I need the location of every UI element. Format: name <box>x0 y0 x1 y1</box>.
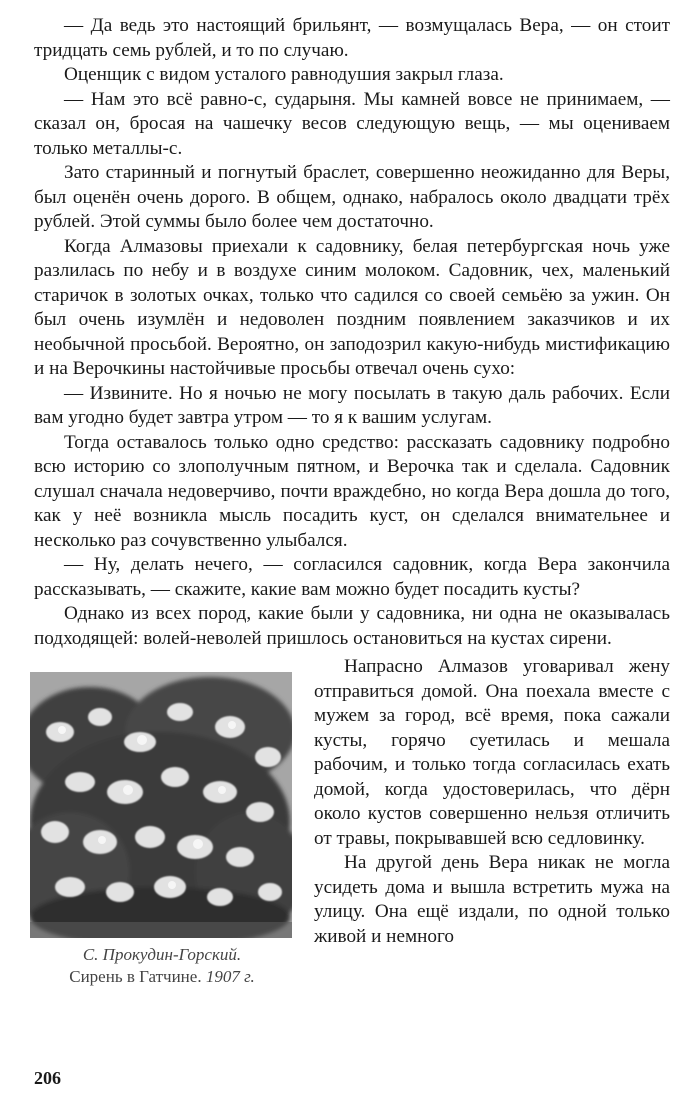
page-number: 206 <box>34 1068 61 1088</box>
lilac-photo <box>30 672 292 938</box>
paragraph-1: — Да ведь это настоящий брильянт, — возмущалась Вера, — он стоит тридцать семь рублей, и то по случаю. <box>34 15 670 61</box>
caption-title: Сирень в Гатчине. <box>69 967 202 986</box>
figure-caption <box>30 944 294 988</box>
paragraph-2: Оценщик с видом усталого равнодушия закрыл глаза. <box>64 64 504 85</box>
paragraph-4: Зато старинный и погнутый браслет, совершенно неожиданно для Веры, был оценён очень дорого. В общем, однако, набралось около двадцати трёх рублей. Этой суммы было более чем достаточно. <box>34 162 670 232</box>
figure-area <box>34 655 670 1002</box>
caption-author: С. Прокудин-Горский. <box>82 945 242 964</box>
figure <box>30 672 294 988</box>
paragraph-6: — Извините. Но я ночью не могу посылать в такую даль рабочих. Если вам угодно будет завтра утром — то я к вашим услугам. <box>34 382 670 428</box>
side-column <box>314 655 670 949</box>
paragraph-9: Однако из всех пород, какие были у садовника, ни одна не оказывалась подходящей: волей-неволей пришлось остановиться на кустах сирени. <box>34 603 670 649</box>
paragraph-3: — Нам это всё равно-с, сударыня. Мы камней вовсе не принимаем, — сказал он, бросая на чашечку весов следующую вещь, — мы оцениваем только металлы-с. <box>34 88 670 159</box>
paragraph-7: Тогда оставалось только одно средство: рассказать садовнику подробно всю историю со злополучным пятном, и Верочка так и сделала. Садовник слушал сначала недоверчиво, почти враждебно, но когда Вера дошла до того, как у неё возникла мысль посадить куст, он сделался внимательнее и несколько раз сочувственно улыбался. <box>34 431 670 551</box>
page-body <box>34 14 670 1002</box>
caption-year: 1907 г. <box>205 967 255 986</box>
side-paragraph-2: На другой день Вера никак не могла усидеть дома и вышла встретить мужа на улицу. Она ещё издали, по одной только живой и немного <box>314 852 670 947</box>
paragraph-5: Когда Алмазовы приехали к садовнику, белая петербургская ночь уже разлилась по небу и в воздухе синим молоком. Садовник, чех, маленький старичок в золотых очках, только что садился со своей семьёю за ужин. Он был очень изумлён и недоволен поздним появлением заказчиков и их необычной просьбой. Вероятно, он заподозрил какую-нибудь мистификацию и на Верочкины настойчивые просьбы отвечал очень сухо: <box>34 235 670 379</box>
paragraph-8: — Ну, делать нечего, — согласился садовник, когда Вера закончила рассказывать, — скажите, какие вам можно будет посадить кусты? <box>34 554 670 600</box>
side-paragraph-1: Напрасно Алмазов уговаривал жену отправиться домой. Она поехала вместе с мужем за город, всё время, пока сажали кусты, горячо суетилась и мешала рабочим, и только тогда согласилась ехать домой, когда удостоверилась, что дёрн около кустов совершенно нельзя отличить от травы, покрывавшей всю седловинку. <box>314 656 670 849</box>
